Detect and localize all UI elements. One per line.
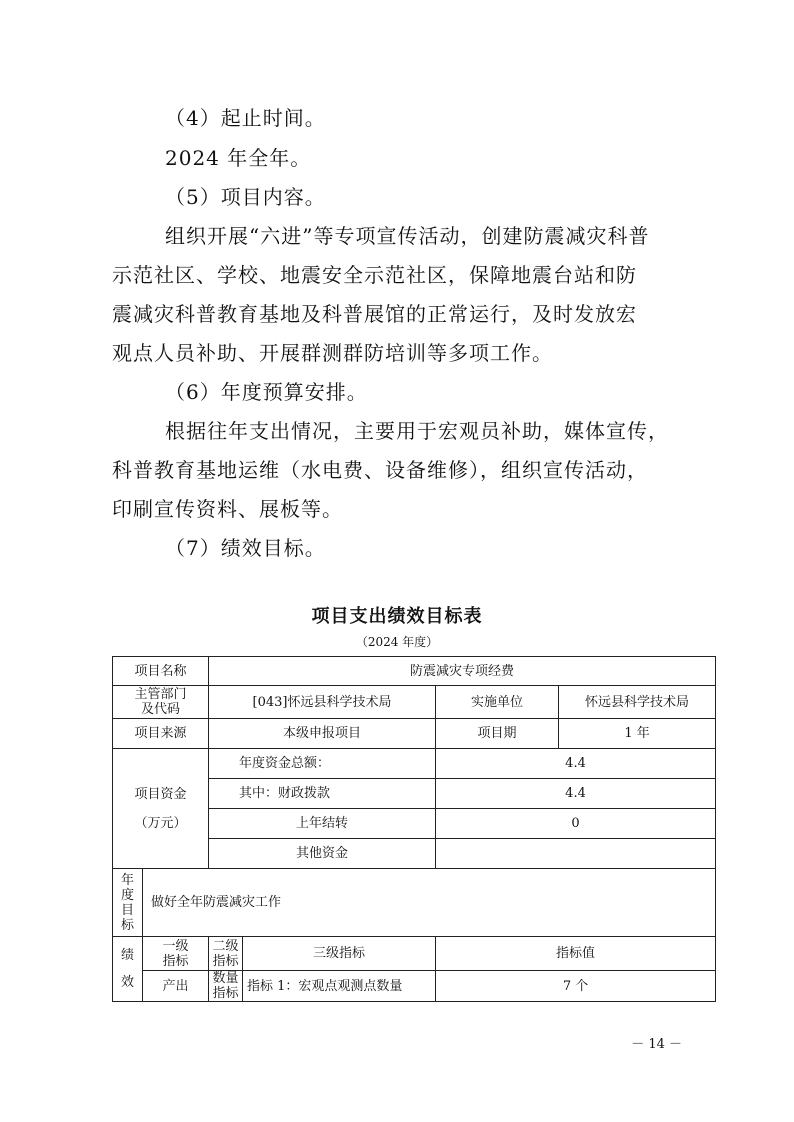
paragraph: （6）年度预算安排。 — [165, 380, 368, 404]
cell-label — [113, 937, 143, 1002]
cell-value: 0 — [436, 809, 716, 839]
table-row — [113, 937, 716, 971]
cell-value: 怀远县科学技术局 — [559, 686, 716, 719]
cell-label-char: 效 — [120, 975, 134, 990]
table-row — [113, 869, 716, 937]
cell-label — [113, 749, 209, 869]
paragraph: 科普教育基地运维（水电费、设备维修），组织宣传活动， — [112, 458, 648, 482]
cell-label: 年度资金总额： — [209, 749, 436, 779]
cell-label: 项目来源 — [113, 719, 209, 749]
cell-label: 其他资金 — [209, 839, 436, 869]
cell-label: 其中：财政拨款 — [209, 779, 436, 809]
cell-label-line: （万元） — [134, 815, 187, 831]
paragraph: （5）项目内容。 — [165, 185, 326, 209]
paragraph: （4）起止时间。 — [165, 106, 326, 130]
cell-label-char: 度 — [120, 887, 134, 903]
paragraph: （7）绩效目标。 — [165, 536, 326, 560]
table-subtitle: （2024 年度） — [355, 635, 439, 649]
cell-label-char: 标 — [120, 917, 134, 933]
cell-value — [209, 971, 243, 1002]
cell-label-line: 及代码 — [141, 702, 181, 717]
cell-value: 1 年 — [559, 719, 716, 749]
cell-label: 实施单位 — [436, 686, 559, 719]
cell-label: 项目名称 — [113, 657, 209, 686]
performance-table — [112, 656, 716, 1002]
cell-value-line: 数量 — [212, 971, 239, 986]
paragraph: 根据往年支出情况，主要用于宏观员补助，媒体宣传， — [165, 419, 669, 443]
table-row — [113, 971, 716, 1002]
cell-value: 做好全年防震减灾工作 — [143, 869, 716, 937]
cell-header — [143, 937, 209, 971]
cell-label: 上年结转 — [209, 809, 436, 839]
cell-value-line: 指标 — [212, 986, 239, 1001]
cell-header: 指标值 — [436, 937, 716, 971]
cell-value: [043]怀远县科学技术局 — [209, 686, 436, 719]
cell-label-char: 目 — [120, 902, 134, 918]
table-row — [113, 686, 716, 719]
cell-value: 4.4 — [436, 749, 716, 779]
cell-header-line: 一级 — [162, 938, 189, 954]
paragraph: 观点人员补助、开展群测群防培训等多项工作。 — [112, 341, 553, 365]
table-title: 项目支出绩效目标表 — [311, 606, 483, 627]
paragraph: 印刷宣传资料、展板等。 — [112, 497, 343, 521]
cell-header-line: 二级 — [212, 938, 239, 954]
cell-header: 三级指标 — [243, 937, 436, 971]
cell-label-char: 年 — [120, 872, 134, 888]
cell-label-char: 绩 — [120, 948, 134, 963]
cell-value: 产出 — [143, 971, 209, 1002]
page-number: － 14 － — [631, 1037, 682, 1052]
cell-label-line: 项目资金 — [134, 786, 187, 802]
paragraph: 示范社区、学校、地震安全示范社区，保障地震台站和防 — [112, 263, 637, 287]
cell-value — [436, 839, 716, 869]
cell-header-line: 指标 — [212, 953, 239, 969]
cell-label: 项目期 — [436, 719, 559, 749]
cell-header — [209, 937, 243, 971]
cell-header-line: 指标 — [162, 953, 189, 969]
cell-value: 防震减灾专项经费 — [209, 657, 716, 686]
cell-value: 本级申报项目 — [209, 719, 436, 749]
cell-label — [113, 869, 143, 937]
paragraph: 2024 年全年。 — [165, 146, 312, 170]
cell-label-line: 主管部门 — [134, 687, 187, 702]
cell-value: 4.4 — [436, 779, 716, 809]
cell-label — [113, 686, 209, 719]
paragraph: 震减灾科普教育基地及科普展馆的正常运行，及时发放宏 — [112, 302, 637, 326]
cell-value: 7 个 — [436, 971, 716, 1002]
table-row — [113, 657, 716, 686]
cell-value: 指标 1：宏观点观测点数量 — [243, 971, 436, 1002]
table-row — [113, 719, 716, 749]
paragraph: 组织开展“六进”等专项宣传活动，创建防震减灾科普 — [165, 224, 650, 248]
table-row — [113, 749, 716, 779]
